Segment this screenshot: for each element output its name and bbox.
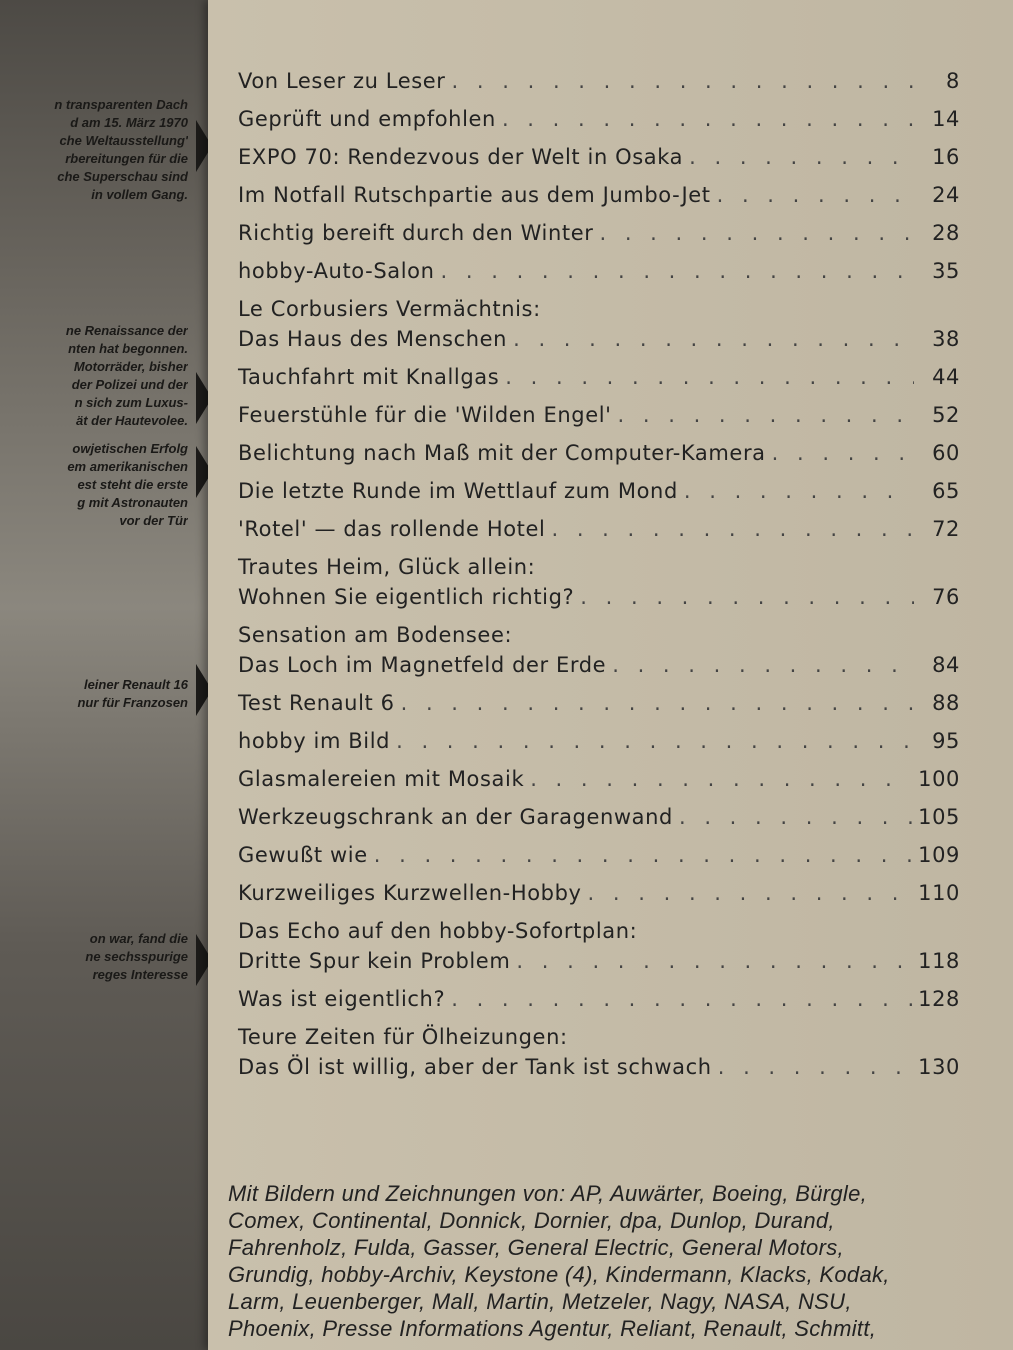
toc-page-number: 52 bbox=[932, 403, 960, 427]
toc-entry bbox=[238, 802, 960, 832]
dot-leader bbox=[684, 476, 914, 506]
dot-leader bbox=[612, 650, 914, 680]
dot-leader bbox=[401, 688, 914, 718]
toc-entry bbox=[238, 218, 960, 248]
side-caption-line: d am 15. März 1970 bbox=[70, 115, 188, 130]
side-caption-line: em amerikanischen bbox=[67, 459, 188, 474]
toc-entry-title: Das Loch im Magnetfeld der Erde bbox=[238, 653, 607, 677]
toc-entry-title: Von Leser zu Leser bbox=[238, 69, 446, 93]
side-caption-line: g mit Astronauten bbox=[77, 495, 188, 510]
toc-page-number: 8 bbox=[946, 69, 960, 93]
side-caption-line: n sich zum Luxus- bbox=[74, 395, 188, 410]
dot-leader bbox=[513, 324, 914, 354]
toc-page-number: 44 bbox=[932, 365, 960, 389]
toc-entry-kicker: Trautes Heim, Glück allein: bbox=[238, 555, 536, 579]
toc-page-number: 72 bbox=[932, 517, 960, 541]
toc-page-number: 35 bbox=[932, 259, 960, 283]
toc-entry bbox=[238, 552, 960, 612]
toc-entry-title: Dritte Spur kein Problem bbox=[238, 949, 511, 973]
toc-entry bbox=[238, 362, 960, 392]
side-caption bbox=[0, 676, 188, 712]
table-of-contents bbox=[238, 66, 960, 1090]
side-caption-line: est steht die erste bbox=[77, 477, 188, 492]
side-caption bbox=[0, 930, 188, 984]
side-caption-line: ät der Hautevolee. bbox=[76, 413, 188, 428]
toc-entry-kicker: Das Echo auf den hobby-Sofortplan: bbox=[238, 919, 638, 943]
toc-entry bbox=[238, 294, 960, 354]
toc-entry bbox=[238, 764, 960, 794]
toc-entry bbox=[238, 400, 960, 430]
toc-entry-title: hobby-Auto-Salon bbox=[238, 259, 435, 283]
credits-line: Grundig, hobby-Archiv, Keystone (4), Kindermann, Klacks, Kodak, bbox=[228, 1262, 890, 1287]
side-caption-line: vor der Tür bbox=[119, 513, 188, 528]
toc-entry bbox=[238, 688, 960, 718]
dot-leader bbox=[679, 802, 912, 832]
toc-page-number: 128 bbox=[918, 987, 960, 1011]
side-caption-line: n transparenten Dach bbox=[54, 97, 188, 112]
side-caption bbox=[0, 322, 188, 430]
toc-entry bbox=[238, 840, 960, 870]
toc-entry bbox=[238, 1022, 960, 1082]
toc-entry-kicker: Teure Zeiten für Ölheizungen: bbox=[238, 1025, 568, 1049]
side-caption-line: che Weltausstellung' bbox=[59, 133, 188, 148]
dot-leader bbox=[772, 438, 914, 468]
dot-leader bbox=[618, 400, 914, 430]
credits-line: Larm, Leuenberger, Mall, Martin, Metzeler, Nagy, NASA, NSU, bbox=[228, 1289, 852, 1314]
toc-page-number: 16 bbox=[932, 145, 960, 169]
toc-entry-title: Belichtung nach Maß mit der Computer-Kamera bbox=[238, 441, 766, 465]
toc-page-number: 118 bbox=[918, 949, 960, 973]
toc-entry bbox=[238, 180, 960, 210]
toc-entry bbox=[238, 256, 960, 286]
toc-entry-title: Tauchfahrt mit Knallgas bbox=[238, 365, 500, 389]
side-caption-line: rbereitungen für die bbox=[65, 151, 188, 166]
toc-entry bbox=[238, 916, 960, 976]
side-caption-line: reges Interesse bbox=[92, 967, 188, 982]
dot-leader bbox=[502, 104, 914, 134]
side-caption-line: ne sechsspurige bbox=[85, 949, 188, 964]
toc-entry-title: hobby im Bild bbox=[238, 729, 391, 753]
toc-entry bbox=[238, 878, 960, 908]
side-caption-line: der Polizei und der bbox=[71, 377, 188, 392]
toc-entry-title: Feuerstühle für die 'Wilden Engel' bbox=[238, 403, 612, 427]
dot-leader bbox=[718, 1052, 912, 1082]
side-caption bbox=[0, 440, 188, 530]
toc-entry bbox=[238, 514, 960, 544]
toc-entry-title: Die letzte Runde im Wettlauf zum Mond bbox=[238, 479, 678, 503]
side-caption-line: nur für Franzosen bbox=[77, 695, 188, 710]
dot-leader bbox=[374, 840, 912, 870]
toc-entry bbox=[238, 66, 960, 96]
toc-entry bbox=[238, 726, 960, 756]
toc-page-number: 28 bbox=[932, 221, 960, 245]
side-caption-line: ne Renaissance der bbox=[65, 323, 188, 338]
dot-leader bbox=[599, 218, 914, 248]
toc-entry-title: EXPO 70: Rendezvous der Welt in Osaka bbox=[238, 145, 684, 169]
credits-line: Mit Bildern und Zeichnungen von: AP, Auwärter, Boeing, Bürgle, bbox=[228, 1181, 868, 1206]
toc-page-number: 38 bbox=[932, 327, 960, 351]
dot-leader bbox=[396, 726, 914, 756]
toc-entry bbox=[238, 104, 960, 134]
side-caption-line: on war, fand die bbox=[89, 931, 188, 946]
side-caption-line: Motorräder, bisher bbox=[73, 359, 188, 374]
dot-leader bbox=[580, 582, 914, 612]
side-caption-line: che Superschau sind bbox=[57, 169, 188, 184]
dot-leader bbox=[530, 764, 912, 794]
toc-page-number: 14 bbox=[932, 107, 960, 131]
toc-entry-title: Test Renault 6 bbox=[238, 691, 395, 715]
toc-entry-title: Gewußt wie bbox=[238, 843, 368, 867]
toc-page-number: 60 bbox=[932, 441, 960, 465]
toc-page-number: 84 bbox=[932, 653, 960, 677]
toc-entry-title: 'Rotel' — das rollende Hotel bbox=[238, 517, 546, 541]
toc-entry bbox=[238, 438, 960, 468]
dot-leader bbox=[689, 142, 914, 172]
credits-line: Phoenix, Presse Informations Agentur, Reliant, Renault, Schmitt, bbox=[228, 1316, 877, 1341]
toc-entry-title: Richtig bereift durch den Winter bbox=[238, 221, 594, 245]
toc-page-number: 110 bbox=[918, 881, 960, 905]
toc-page-number: 76 bbox=[932, 585, 960, 609]
toc-page-number: 65 bbox=[932, 479, 960, 503]
dot-leader bbox=[505, 362, 914, 392]
dot-leader bbox=[516, 946, 912, 976]
toc-entry-title: Was ist eigentlich? bbox=[238, 987, 446, 1011]
dot-leader bbox=[717, 180, 914, 210]
dot-leader bbox=[551, 514, 914, 544]
dot-leader bbox=[441, 256, 914, 286]
toc-entry-title: Geprüft und empfohlen bbox=[238, 107, 496, 131]
toc-entry-kicker: Le Corbusiers Vermächtnis: bbox=[238, 297, 541, 321]
toc-entry-title: Im Notfall Rutschpartie aus dem Jumbo-Jet bbox=[238, 183, 711, 207]
side-caption-line: leiner Renault 16 bbox=[83, 677, 188, 692]
toc-entry-title: Kurzweiliges Kurzwellen-Hobby bbox=[238, 881, 582, 905]
toc-page-number: 105 bbox=[918, 805, 960, 829]
toc-entry-title: Das Öl ist willig, aber der Tank ist schwach bbox=[238, 1055, 712, 1079]
toc-entry-title: Werkzeugschrank an der Garagenwand bbox=[238, 805, 673, 829]
side-caption bbox=[0, 96, 188, 204]
toc-page-number: 130 bbox=[918, 1055, 960, 1079]
dot-leader bbox=[452, 66, 914, 96]
toc-entry bbox=[238, 476, 960, 506]
toc-page-number: 88 bbox=[932, 691, 960, 715]
toc-entry-title: Das Haus des Menschen bbox=[238, 327, 508, 351]
side-caption-line: owjetischen Erfolg bbox=[72, 441, 188, 456]
toc-entry bbox=[238, 142, 960, 172]
photo-credits bbox=[228, 1180, 973, 1342]
dot-leader bbox=[588, 878, 913, 908]
side-caption-line: in vollem Gang. bbox=[91, 187, 188, 202]
toc-page-number: 100 bbox=[918, 767, 960, 791]
toc-page-number: 95 bbox=[932, 729, 960, 753]
credits-line: Comex, Continental, Donnick, Dornier, dpa, Dunlop, Durand, bbox=[228, 1208, 835, 1233]
toc-page-number: 109 bbox=[918, 843, 960, 867]
toc-entry-title: Glasmalereien mit Mosaik bbox=[238, 767, 525, 791]
dot-leader bbox=[451, 984, 912, 1014]
toc-page-number: 24 bbox=[932, 183, 960, 207]
side-caption-line: nten hat begonnen. bbox=[68, 341, 188, 356]
toc-entry-kicker: Sensation am Bodensee: bbox=[238, 623, 513, 647]
toc-entry-title: Wohnen Sie eigentlich richtig? bbox=[238, 585, 575, 609]
toc-entry bbox=[238, 984, 960, 1014]
credits-line: Fahrenholz, Fulda, Gasser, General Electric, General Motors, bbox=[228, 1235, 844, 1260]
toc-entry bbox=[238, 620, 960, 680]
